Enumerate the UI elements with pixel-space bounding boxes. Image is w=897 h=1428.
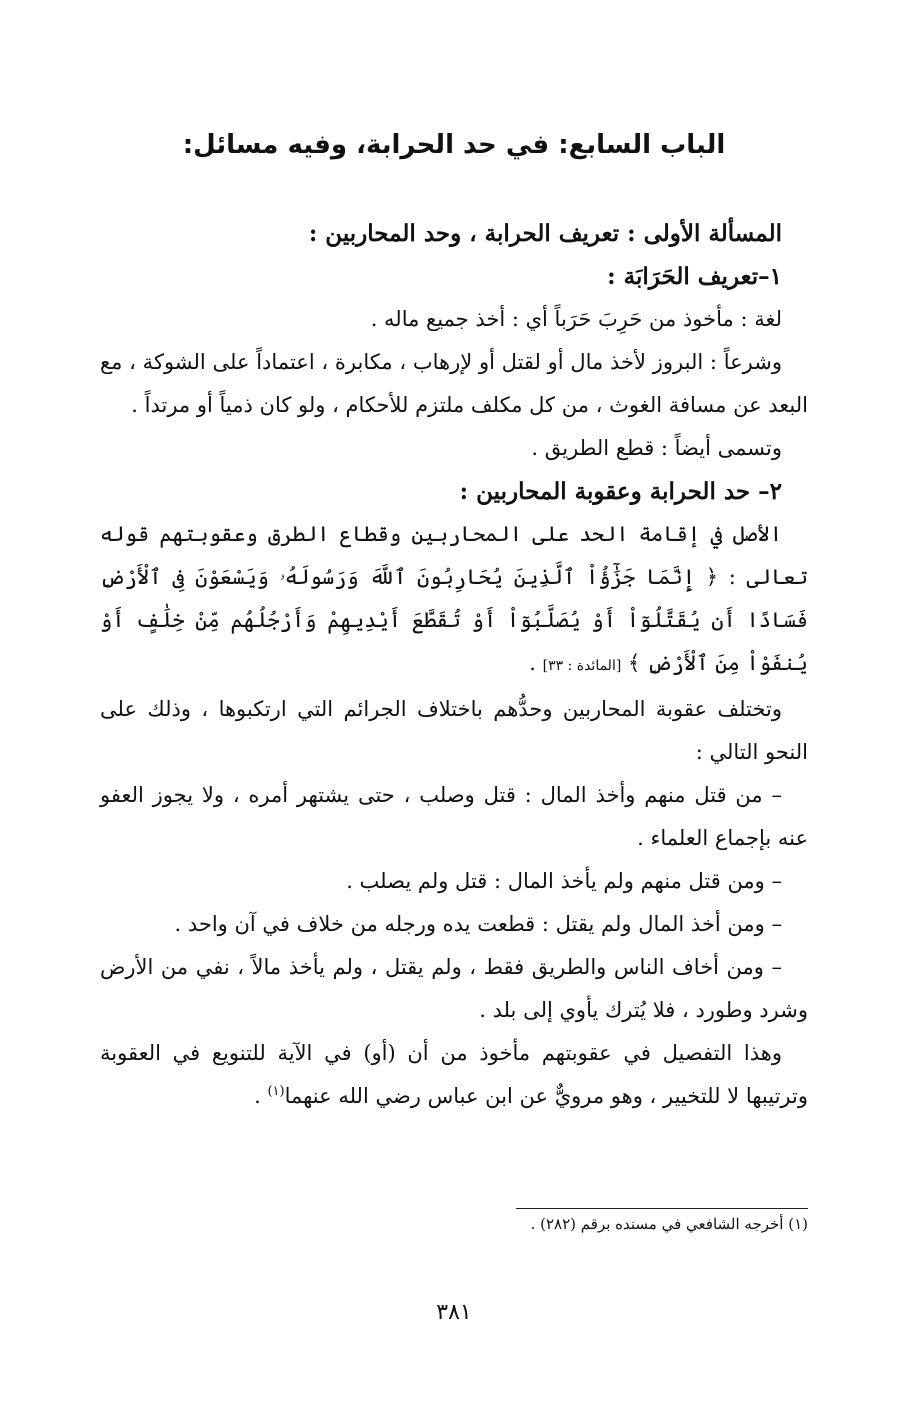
- alternate-name: وتسمى أيضاً : قطع الطريق .: [531, 436, 782, 460]
- case-item: – ومن أخاف الناس والطريق فقط ، ولم يقتل ، ولم يأخذ مالاً ، نفي من الأرض وشرد وطورد ، فلا يُترك يأوي إلى بلد .: [100, 955, 808, 1022]
- book-page: [100, 0, 808, 1428]
- section-heading-punishment: ٢– حد الحرابة وعقوبة المحاربين :: [459, 478, 782, 505]
- quran-verse: ﴿ إِنَّمَا جَزَٰٓؤُاْ ٱلَّذِينَ يُحَارِبُونَ ٱللَّهَ وَرَسُولَهُۥ وَيَسْعَوْنَ فِى ٱلْأَرْضِ فَسَادًا أَن يُقَتَّلُوٓاْ أَوْ يُصَلَّبُوٓاْ أَوْ تُقَطَّعَ أَيْدِيهِمْ وَأَرْجُلُهُم مِّنْ خِلَٰفٍ أَوْ يُنفَوْاْ مِنَ ٱلْأَرْضِ ﴾: [100, 565, 808, 675]
- linguistic-definition: لغة : مأخوذ من حَرِبَ حَرَباً أي : أخذ جميع ماله .: [370, 307, 782, 331]
- footnote-divider: [516, 1208, 808, 1209]
- conclusion-end: .: [254, 1084, 268, 1108]
- case-item: – من قتل منهم وأخذ المال : قتل وصلب ، حتى يشتهر أمره ، ولا يجوز العفو عنه بإجماع العلماء .: [100, 783, 808, 850]
- footnote: (١) أخرجه الشافعي في مسنده برقم (٢٨٢) .: [530, 1215, 808, 1233]
- case-item: – ومن قتل منهم ولم يأخذ المال : قتل ولم يصلب .: [346, 869, 782, 893]
- conclusion: [100, 1032, 808, 1118]
- page-number: ٣٨١: [436, 1300, 472, 1325]
- basis-intro: الأصل في إقامة الحد على المحاربين وقطاع الطرق وعقوبتهم قوله تعالى :: [100, 522, 808, 589]
- conclusion-text: وهذا التفصيل في عقوبتهم مأخوذ من أن (أو) في الآية للتنويع في العقوبة وترتيبها لا للتخيير ، وهو مرويٌّ عن ابن عباس رضي الله عنهما: [100, 1041, 808, 1108]
- quran-block: [100, 513, 808, 688]
- main-text: [100, 212, 808, 1118]
- section-heading-definition: ١–تعريف الحَرَابَة :: [607, 263, 782, 290]
- quran-end: .: [529, 651, 543, 675]
- punishment-varies: وتختلف عقوبة المحاربين وحدُّهم باختلاف الجرائم التي ارتكبوها ، وذلك على النحو التالي :: [100, 697, 808, 764]
- issue-heading: المسألة الأولى : تعريف الحرابة ، وحد المحاربين :: [308, 220, 782, 247]
- chapter-title: الباب السابع: في حد الحرابة، وفيه مسائل:: [182, 130, 726, 160]
- quran-citation: [المائدة : ٣٣]: [542, 658, 622, 674]
- footnote-marker[interactable]: (١): [267, 1084, 285, 1099]
- legal-definition: وشرعاً : البروز لأخذ مال أو لقتل أو لإرهاب ، مكابرة ، اعتماداً على الشوكة ، مع البعد عن مسافة الغوث ، من كل مكلف ملتزم للأحكام ، ولو كان ذمياً أو مرتداً .: [100, 350, 808, 417]
- case-item: – ومن أخذ المال ولم يقتل : قطعت يده ورجله من خلاف في آن واحد .: [174, 912, 782, 936]
